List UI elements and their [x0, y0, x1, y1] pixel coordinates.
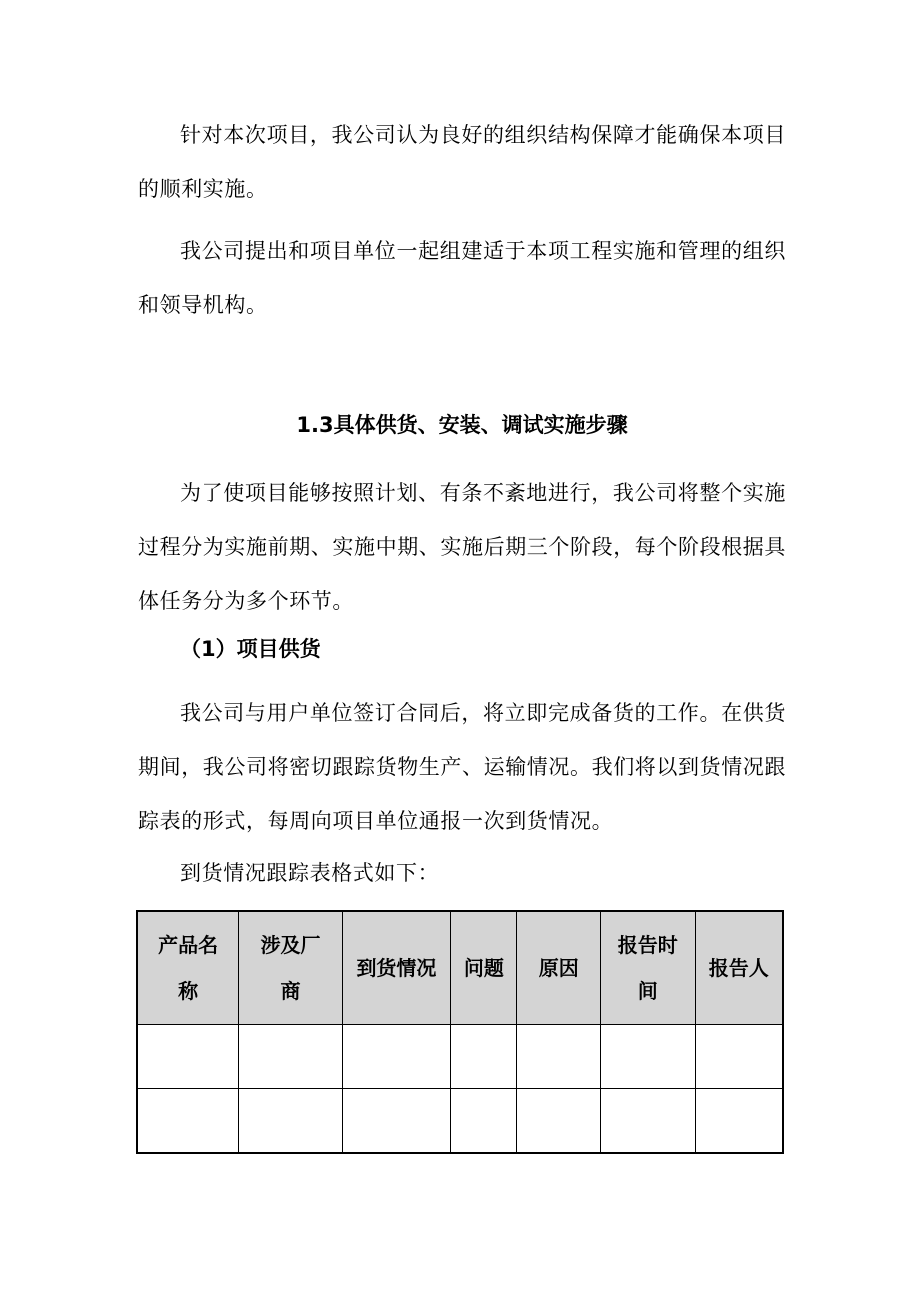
table-row [137, 1025, 783, 1089]
paragraph-organization: 针对本次项目，我公司认为良好的组织结构保障才能确保本项目的顺利实施。 [138, 123, 786, 201]
paragraph-leadership: 我公司提出和项目单位一起组建适于本项工程实施和管理的组织和领导机构。 [138, 239, 786, 317]
header-delivery-status-label: 到货情况 [356, 956, 437, 980]
table-cell [137, 1025, 239, 1089]
paragraph-phases: 为了使项目能够按照计划、有条不紊地进行，我公司将整个实施过程分为实施前期、实施中期、实施后期三个阶段，每个阶段根据具体任务分为多个环节。 [138, 481, 786, 613]
section-heading: 1.3具体供货、安装、调试实施步骤 [296, 413, 628, 437]
header-reason [517, 911, 600, 1025]
table-cell [342, 1089, 451, 1154]
table-cell [517, 1089, 600, 1154]
header-reporter [695, 911, 783, 1025]
table-cell [600, 1089, 695, 1154]
header-delivery-status [342, 911, 451, 1025]
header-report-time [600, 911, 695, 1025]
table-header-row [137, 911, 783, 1025]
table-row [137, 1089, 783, 1154]
subsection-heading: （1）项目供货 [180, 637, 321, 661]
paragraph-supply: 我公司与用户单位签订合同后，将立即完成备货的工作。在供货期间，我公司将密切跟踪货物生产、运输情况。我们将以到货情况跟踪表的形式，每周向项目单位通报一次到货情况。 [138, 701, 786, 833]
header-report-time-label: 报告时间 [617, 933, 678, 1003]
table-cell [342, 1025, 451, 1089]
table-cell [517, 1025, 600, 1089]
header-product-name [137, 911, 239, 1025]
header-manufacturer-label: 涉及厂商 [260, 933, 321, 1003]
header-product-name-label: 产品名称 [158, 933, 219, 1003]
table-cell [137, 1089, 239, 1154]
table-cell [695, 1089, 783, 1154]
table-cell [451, 1089, 517, 1154]
table-cell [239, 1089, 342, 1154]
header-reason-label: 原因 [538, 956, 579, 980]
table-cell [239, 1025, 342, 1089]
header-reporter-label: 报告人 [708, 956, 769, 980]
table-cell [600, 1025, 695, 1089]
table-cell [451, 1025, 517, 1089]
delivery-tracking-table [136, 910, 784, 1154]
header-manufacturer [239, 911, 342, 1025]
table-cell [695, 1025, 783, 1089]
paragraph-table-intro: 到货情况跟踪表格式如下： [180, 861, 440, 885]
header-issue-label: 问题 [463, 956, 504, 980]
header-issue [451, 911, 517, 1025]
